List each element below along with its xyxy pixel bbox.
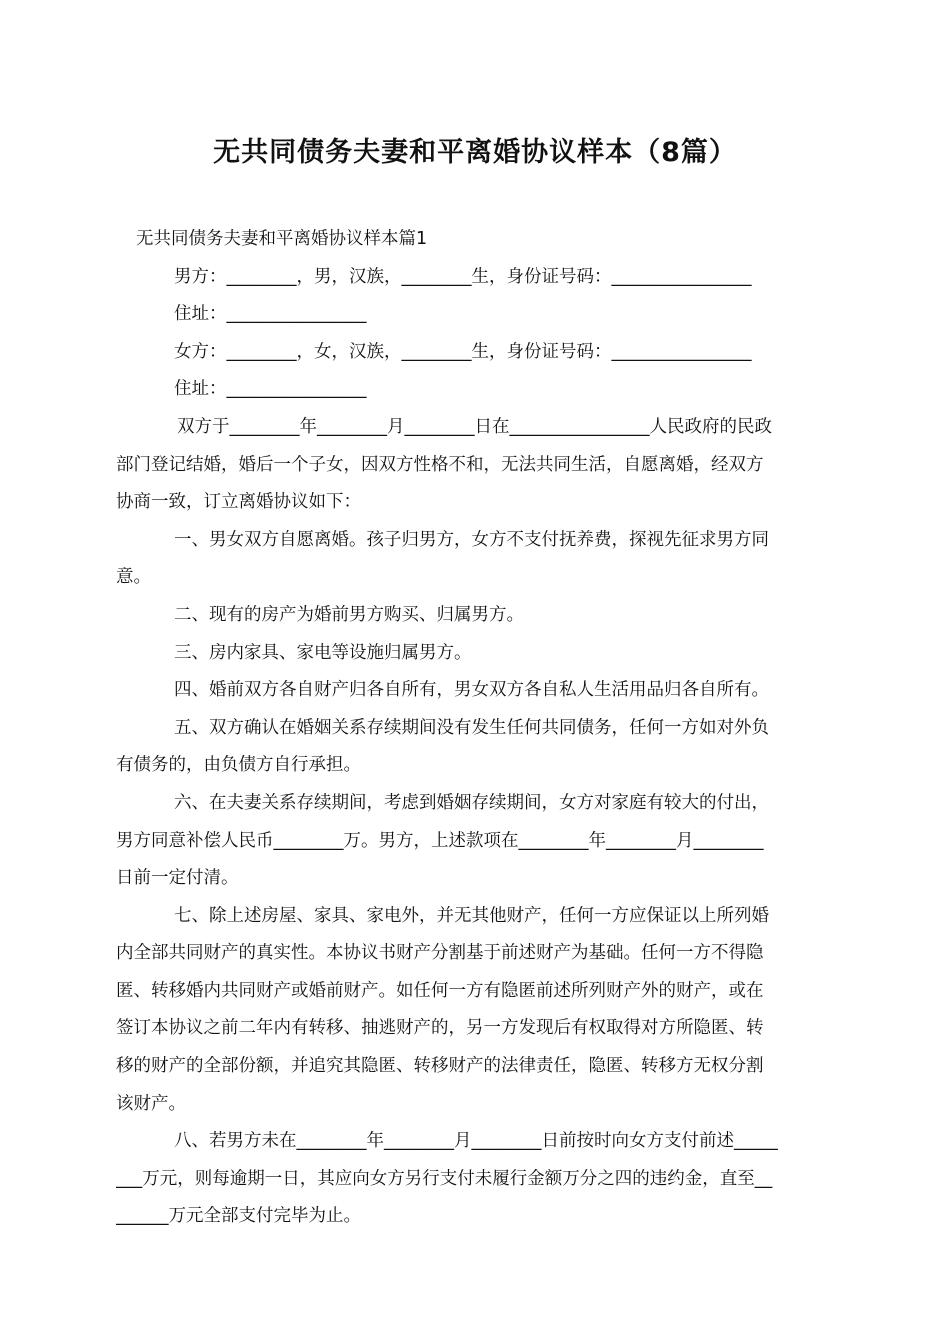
clause-4-line: 四、婚前双方各自财产归各自所有，男女双方各自私人生活用品归各自所有。 — [174, 680, 769, 701]
clause-6-line-1: 六、在夫妻关系存续期间，考虑到婚姻存续期间，女方对家庭有较大的付出， — [174, 792, 769, 813]
husband-info-line: 男方：________，男，汉族，________生，身份证号码：________________ — [174, 266, 752, 287]
clause-7-line-2: 内全部共同财产的真实性。本协议书财产分割基于前述财产为基础。任何一方不得隐 — [116, 943, 764, 964]
clause-1-line-2: 意。 — [116, 567, 151, 588]
clause-8-line-1: 八、若男方未在________年________月________日前按时向女方支付前述_____ — [174, 1131, 778, 1152]
document-body — [116, 221, 836, 1236]
preamble-line-3: 协商一致，订立离婚协议如下： — [116, 492, 361, 513]
clause-7-line-3: 匿、转移婚内共同财产或婚前财产。如任何一方有隐匿前述所列财产外的财产，或在 — [116, 980, 764, 1001]
clause-6-line-3: 日前一定付清。 — [116, 868, 239, 889]
clause-7-line-6: 该财产。 — [116, 1093, 186, 1114]
clause-1-line-1: 一、男女双方自愿离婚。孩子归男方，女方不支付抚养费，探视先征求男方同 — [174, 529, 769, 550]
clause-8-line-2: ___万元，则每逾期一日，其应向女方另行支付未履行金额万分之四的违约金，直至__ — [116, 1168, 773, 1189]
clause-2-line: 二、现有的房产为婚前男方购买、归属男方。 — [174, 604, 524, 625]
wife-address-line: 住址：________________ — [174, 379, 367, 400]
preamble-line-1: 双方于________年________月________日在________________人民政府的民政 — [177, 416, 772, 437]
clause-8-line-3: ______万元全部支付完毕为止。 — [116, 1206, 361, 1227]
husband-address-line: 住址：________________ — [174, 304, 367, 325]
clause-3-line: 三、房内家具、家电等设施归属男方。 — [174, 642, 472, 663]
wife-info-line: 女方：________，女，汉族，________生，身份证号码：________________ — [174, 341, 752, 362]
preamble-line-2: 部门登记结婚，婚后一个子女，因双方性格不和，无法共同生活，自愿离婚，经双方 — [116, 454, 764, 475]
clause-5-line-2: 有债务的，由负债方自行承担。 — [116, 755, 361, 776]
clause-7-line-5: 移的财产的全部份额，并追究其隐匿、转移财产的法律责任，隐匿、转移方无权分割 — [116, 1056, 764, 1077]
section-heading: 无共同债务夫妻和平离婚协议样本篇1 — [136, 229, 428, 249]
document-title: 无共同债务夫妻和平离婚协议样本（8篇） — [213, 137, 737, 168]
clause-7-line-1: 七、除上述房屋、家具、家电外，并无其他财产，任何一方应保证以上所列婚 — [174, 905, 769, 926]
clause-7-line-4: 签订本协议之前二年内有转移、抽逃财产的，另一方发现后有权取得对方所隐匿、转 — [116, 1018, 764, 1039]
clause-6-line-2: 男方同意补偿人民币________万。男方，上述款项在________年________月________ — [116, 830, 764, 851]
clause-5-line-1: 五、双方确认在婚姻关系存续期间没有发生任何共同债务，任何一方如对外负 — [174, 717, 769, 738]
